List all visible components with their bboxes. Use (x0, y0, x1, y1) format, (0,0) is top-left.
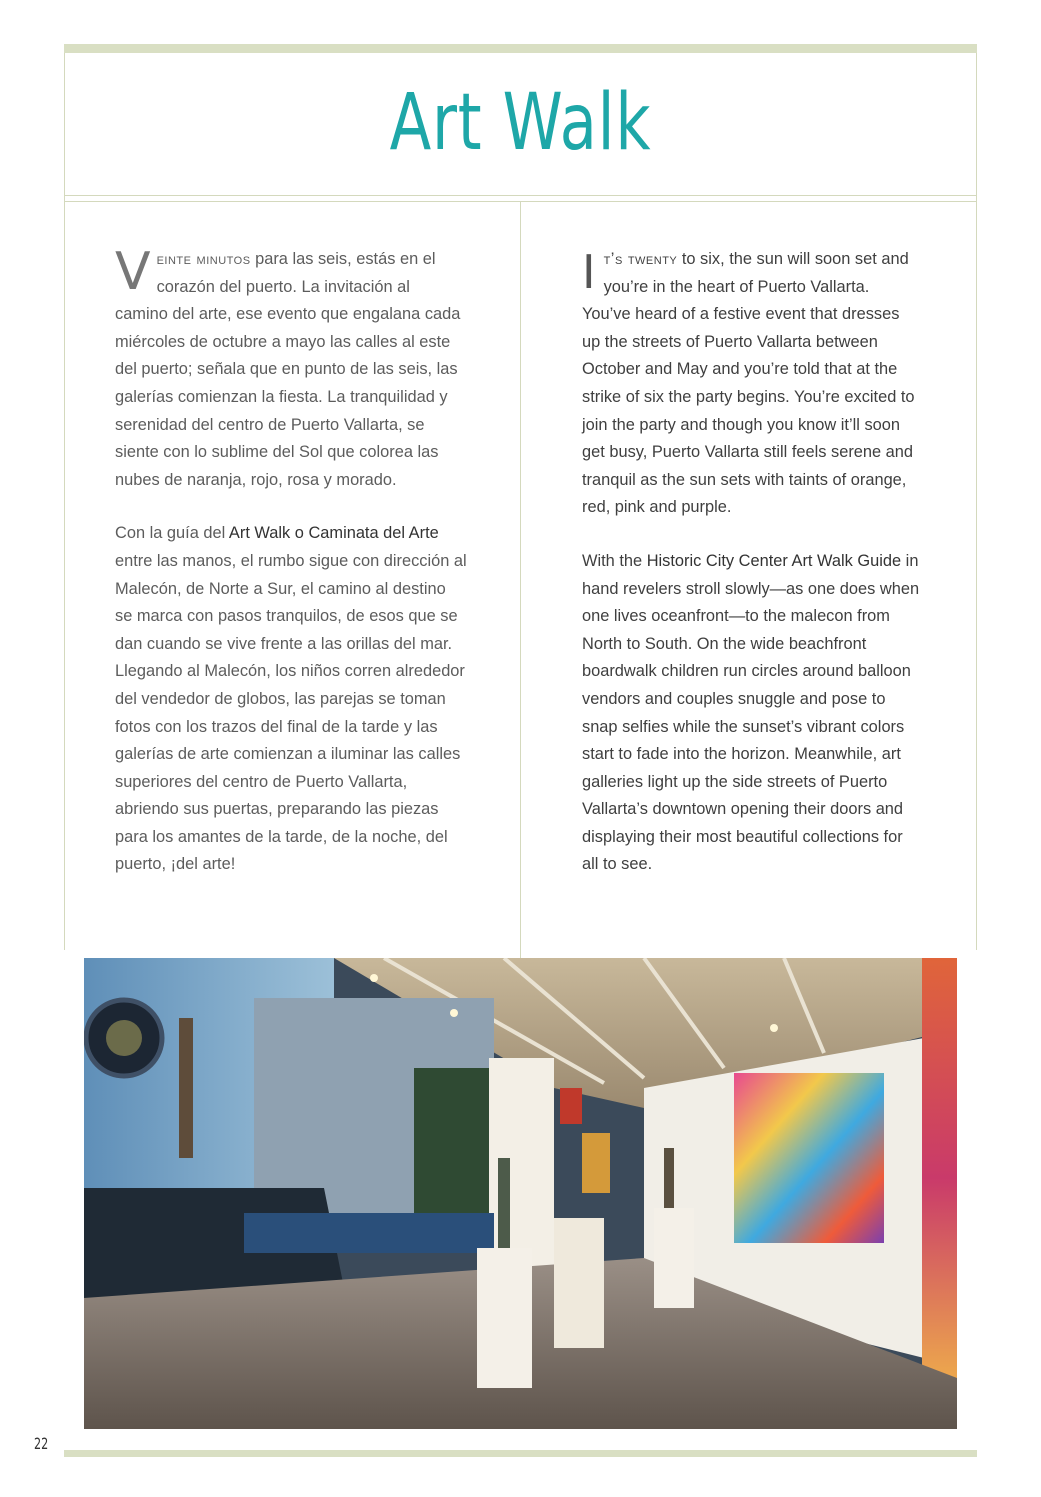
english-paragraph-2 (582, 548, 922, 879)
spanish-dropcap: V (115, 242, 151, 302)
top-rule (64, 44, 977, 53)
spanish-lead: einte minutos (156, 250, 251, 268)
gallery-illustration (84, 958, 957, 1429)
page-number: 22 (34, 1434, 49, 1453)
spanish-paragraph-1-text: para las seis, estás en el corazón del puerto. La invitación al camino del arte, ese evento que engalana cada miércoles de octubre a mayo las calles al este del puerto; señala que en punto de las seis, las galerías comienzan la fiesta. La tranquilidad y serenidad del centro de Puerto Vallarta, se siente con lo sublime del Sol que colorea las nubes de naranja, rojo, rosa y morado. (115, 250, 461, 489)
english-guide-title: Historic City Center Art Walk Guide (646, 551, 902, 570)
bottom-rule (64, 1450, 977, 1457)
page-title: Art Walk (389, 78, 652, 168)
spanish-paragraph-1 (115, 242, 467, 494)
spanish-paragraph-2-intro: Con la guía del (115, 524, 229, 543)
english-paragraph-1-text: to six, the sun will soon set and you’re in the heart of Puerto Vallarta. You’ve heard of a festive event that dresses up the streets of Puerto Vallarta between October and May and you’re told that at the strike of six the party begins. You’re excited to join the party and though you know it’ll soon get busy, Puerto Vallarta still feels serene and tranquil as the sun sets with taints of orange, red, pink and purple. (582, 250, 915, 517)
column-divider (520, 202, 521, 958)
english-lead: t’s twenty (603, 250, 678, 268)
spanish-guide-title: Art Walk o Caminata del Arte (228, 524, 439, 543)
spanish-paragraph-2 (115, 520, 467, 879)
gallery-photo (84, 958, 957, 1429)
english-paragraph-2-text: in hand revelers stroll slowly—as one does when one lives oceanfront—to the malecon from North to South. On the wide beachfront boardwalk children run circles around balloon vendors and couples snuggle and pose to snap selfies while the sunset’s vibrant colors start to fade into the horizon. Meanwhile, art galleries light up the side streets of Puerto Vallarta’s downtown opening their doors and displaying their most beautiful collections for all to see. (582, 551, 920, 874)
english-paragraph-1 (582, 246, 922, 522)
english-column (582, 246, 922, 905)
spanish-paragraph-2-text: entre las manos, el rumbo sigue con dirección al Malecón, de Norte a Sur, el camino al destino se marca con pasos tranquilos, de esos que se dan cuando se vive frente a las orillas del mar. Llegando al Malecón, los niños corren alrededor del vendedor de globos, las parejas se toman fotos con los trazos del final de la tarde y las galerías de arte comienzan a iluminar las calles superiores del centro de Puerto Vallarta, abriendo sus puertas, preparando las piezas para los amantes de la tarde, de la noche, del puerto, ¡del arte! (115, 551, 467, 874)
english-dropcap: I (582, 245, 596, 299)
english-paragraph-2-intro: With the (582, 551, 647, 570)
title-divider (65, 195, 976, 196)
spanish-column (115, 242, 467, 905)
